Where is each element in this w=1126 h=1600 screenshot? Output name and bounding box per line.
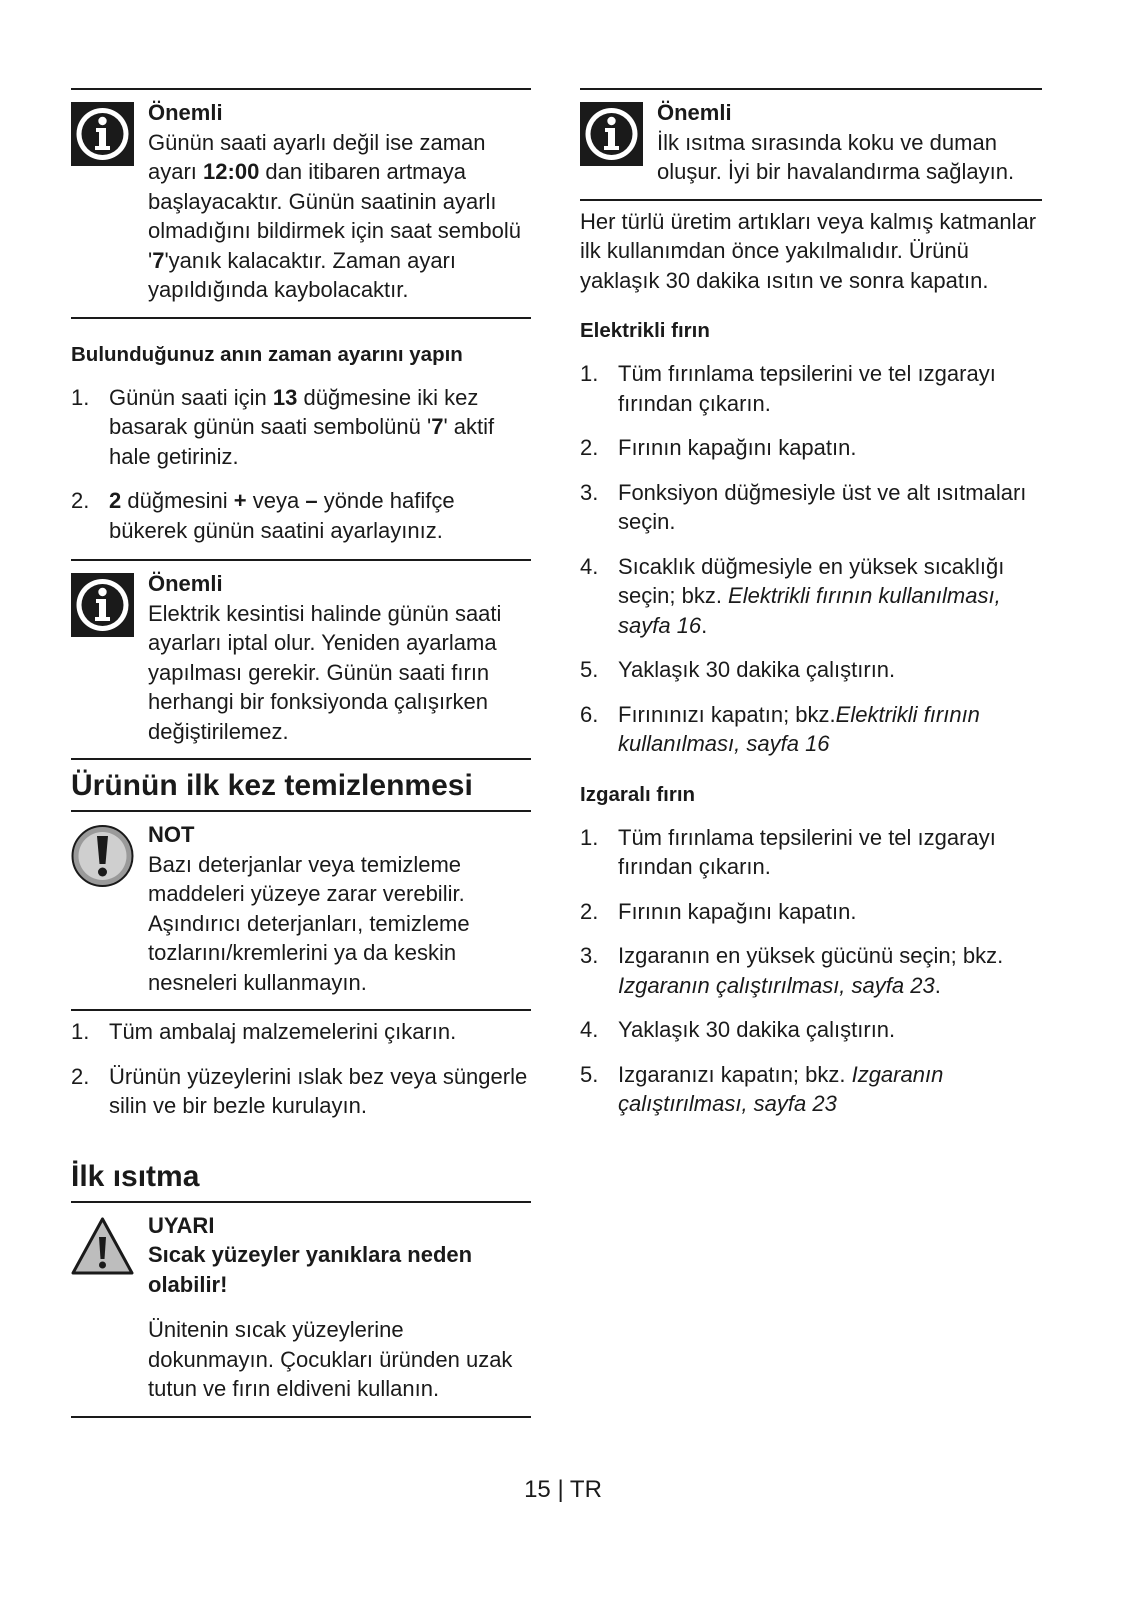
- grill-steps: [580, 823, 1042, 1119]
- footer-separator: |: [557, 1476, 564, 1503]
- divider: [71, 317, 531, 319]
- divider: [71, 1416, 531, 1418]
- electric-oven-steps: [580, 359, 1042, 759]
- exclamation-icon: [71, 824, 134, 888]
- list-item: 5. Izgaranızı kapatın; bkz. Izgaranın çalıştırılması, sayfa 23: [580, 1061, 944, 1116]
- intro-paragraph: Her türlü üretim artıkları veya kalmış katmanlar ilk kullanımdan önce yakılmalıdır. Ürünü yaklaşık 30 dakika ısıtın ve sonra kapatın.: [580, 208, 1037, 293]
- page-footer: [0, 1475, 1126, 1505]
- page-reference: Elektrikli fırının kullanılması, sayfa 16: [618, 701, 980, 756]
- important-notice-smell: [580, 90, 1042, 199]
- warning-subtitle: Sıcak yüzeyler yanıklara neden olabilir!: [148, 1242, 473, 1297]
- warning-text: Ünitenin sıcak yüzeylerine dokunmayın. Çocukları üründen uzak tutun ve fırın eldiveni kullanın.: [148, 1317, 513, 1401]
- warning-triangle-icon: [71, 1215, 134, 1279]
- set-time-heading: Bulunduğunuz anın zaman ayarını yapın: [71, 342, 463, 366]
- list-item: 2. Fırının kapağını kapatın.: [580, 435, 857, 460]
- list-item: 1. Tüm fırınlama tepsilerini ve tel ızgarayı fırından çıkarın.: [580, 824, 996, 879]
- divider: [580, 199, 1042, 201]
- notice-text: Elektrik kesintisi halinde günün saati ayarları iptal olur. Yeniden ayarlama yapılması gerekir. Günün saati fırın herhangi bir fonksiyonda çalışırken değiştirilemez.: [148, 600, 502, 744]
- warning-hot-surfaces: [71, 1203, 531, 1416]
- note-title: NOT: [148, 822, 195, 847]
- divider: [71, 758, 531, 760]
- list-item: 1. Tüm fırınlama tepsilerini ve tel ızgarayı fırından çıkarın.: [580, 361, 996, 416]
- list-item: 3. Izgaranın en yüksek gücünü seçin; bkz. Izgaranın çalıştırılması, sayfa 23.: [580, 943, 1004, 998]
- info-icon: [71, 102, 134, 166]
- notice-title: Önemli: [148, 571, 223, 596]
- list-item: 3. Fonksiyon düğmesiyle üst ve alt ısıtmaları seçin.: [580, 479, 1027, 534]
- notice-text: Günün saati ayarlı değil ise zaman ayarı 12:00 dan itibaren artmaya başlayacaktır. Günün saatinin ayarlı olmadığını bildirmek için saat sembolü '7'yanık kalacaktır. Zaman ayarı yapıldığında kaybolacaktır.: [148, 129, 521, 302]
- list-item: 4. Yaklaşık 30 dakika çalıştırın.: [580, 1017, 896, 1042]
- warning-title: UYARI: [148, 1212, 215, 1238]
- list-item: 2. Ürünün yüzeylerini ıslak bez veya süngerle silin ve bir bezle kurulayın.: [71, 1063, 528, 1118]
- important-notice-power: [71, 561, 531, 758]
- list-item: 2. Fırının kapağını kapatın.: [580, 898, 857, 924]
- note-text: Bazı deterjanlar veya temizleme maddeleri yüzeye zarar verebilir. Aşındırıcı deterjanları, temizleme tozlarını/kremlerini ya da keskin nesneleri kullanmayın.: [148, 851, 470, 995]
- list-item: 5. Yaklaşık 30 dakika çalıştırın.: [580, 657, 896, 682]
- set-time-steps: [71, 383, 531, 546]
- notice-text: İlk ısıtma sırasında koku ve duman oluşur. İyi bir havalandırma sağlayın.: [657, 129, 1015, 184]
- electric-oven-heading: Elektrikli fırın: [580, 319, 710, 342]
- list-item: 6. Fırınınızı kapatın; bkz.Elektrikli fırının kullanılması, sayfa 16: [580, 701, 980, 756]
- list-item: 1. Günün saati için 13 düğmesine iki kez basarak günün saati sembolünü '7' aktif hale getiriniz.: [71, 384, 495, 469]
- cleaning-heading: Ürünün ilk kez temizlenmesi: [71, 769, 473, 802]
- language-code: TR: [569, 1476, 602, 1503]
- important-notice-time: [71, 90, 531, 317]
- first-heating-heading: İlk ısıtma: [71, 1159, 200, 1193]
- list-item: 2. 2 düğmesini + veya – yönde hafifçe bükerek günün saatini ayarlayınız.: [71, 488, 455, 543]
- page-reference: Izgaranın çalıştırılması, sayfa 23: [618, 1061, 944, 1116]
- right-column: [580, 88, 1042, 1119]
- notice-title: Önemli: [148, 100, 223, 125]
- list-item: 1. Tüm ambalaj malzemelerini çıkarın.: [71, 1019, 457, 1044]
- grill-heading: Izgaralı fırın: [580, 782, 696, 806]
- notice-title: Önemli: [657, 100, 732, 125]
- page-number: 15: [524, 1476, 551, 1503]
- page-reference: Elektrikli fırının kullanılması, sayfa 16: [618, 583, 1001, 638]
- page-reference: Izgaranın çalıştırılması, sayfa 23: [618, 972, 935, 998]
- cleaning-steps: [71, 1017, 531, 1121]
- divider: [71, 1009, 531, 1011]
- list-item: 4. Sıcaklık düğmesiyle en yüksek sıcaklığı seçin; bkz. Elektrikli fırının kullanılması, sayfa 16.: [580, 553, 1005, 638]
- left-column: [71, 88, 531, 1418]
- note-detergents: [71, 812, 531, 1009]
- info-icon: [71, 573, 134, 637]
- info-icon: [580, 102, 643, 166]
